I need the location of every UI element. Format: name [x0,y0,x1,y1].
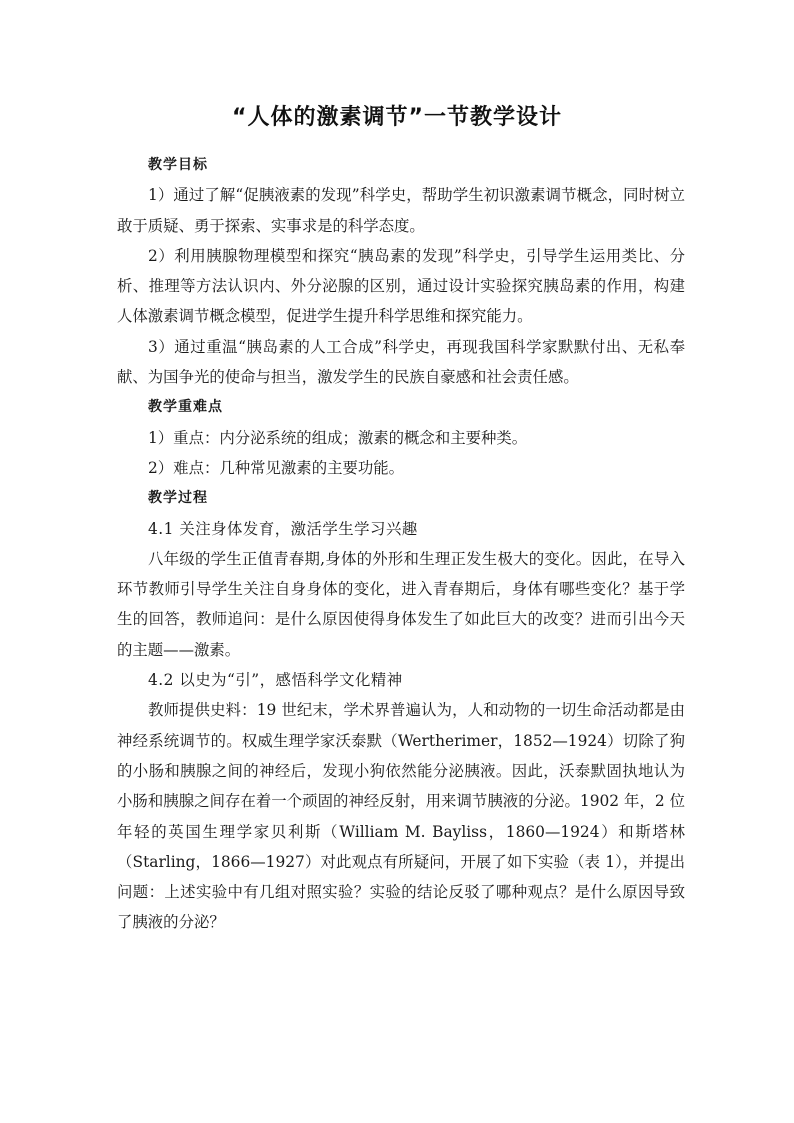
subsection-paragraph-4-2: 教师提供史料：19 世纪末，学术界普遍认为，人和动物的一切生命活动都是由神经系统调节的。权威生理学家沃泰默（Wertherimer，1852—1924）切除了狗的小肠和胰腺之间的神经后，发现小狗依然能分泌胰液。因此，沃泰默固执地认为小肠和胰腺之间存在着一个顽固的神经反射，用来调节胰液的分泌。1902 年，2 位年轻的英国生理学家贝利斯（William M. Bayliss，1860—1924）和斯塔林 （Starling，1866—1927）对此观点有所疑问，开展了如下实验（表 1），并提出问题：上述实验中有几组对照实验？实验的结论反驳了哪种观点？是什么原因导致了胰液的分泌？ [117,701,685,932]
subsection-heading-4-2: 4.2 以史为“引”，感悟科学文化精神 [148,671,403,690]
subsection-heading-4-1: 4.1 关注身体发育，激活学生学习兴趣 [148,519,418,538]
document-title: “人体的激素调节”一节教学设计 [232,105,562,130]
document-body [117,150,685,938]
key-point-paragraph-1: 1）重点：内分泌系统的组成；激素的概念和主要种类。 [148,428,528,447]
objective-paragraph-3: 3）通过重温“胰岛素的人工合成”科学史，再现我国科学家默默付出、无私奉献、为国争光的使命与担当，激发学生的民族自豪感和社会责任感。 [117,337,685,387]
subsection-paragraph-4-1: 八年级的学生正值青春期,身体的外形和生理正发生极大的变化。因此，在导入环节教师引导学生关注自身身体的变化，进入青春期后，身体有哪些变化？基于学生的回答，教师追问：是什么原因使得身体发生了如此巨大的改变？进而引出今天的主题——激素。 [117,549,685,659]
section-heading-key-points: 教学重难点 [148,399,223,416]
section-heading-process: 教学过程 [148,490,208,507]
key-point-paragraph-2: 2）难点：几种常见激素的主要功能。 [148,458,405,477]
section-heading-objectives: 教学目标 [148,157,208,173]
objective-paragraph-1: 1）通过了解“促胰液素的发现”科学史，帮助学生初识激素调节概念，同时树立敢于质疑、勇于探索、实事求是的科学态度。 [117,186,685,235]
objective-paragraph-2: 2）利用胰腺物理模型和探究“胰岛素的发现”科学史，引导学生运用类比、分析、推理等方法认识内、外分泌腺的区别，通过设计实验探究胰岛素的作用，构建人体激素调节概念模型，促进学生提升科学思维和探究能力。 [117,246,685,326]
